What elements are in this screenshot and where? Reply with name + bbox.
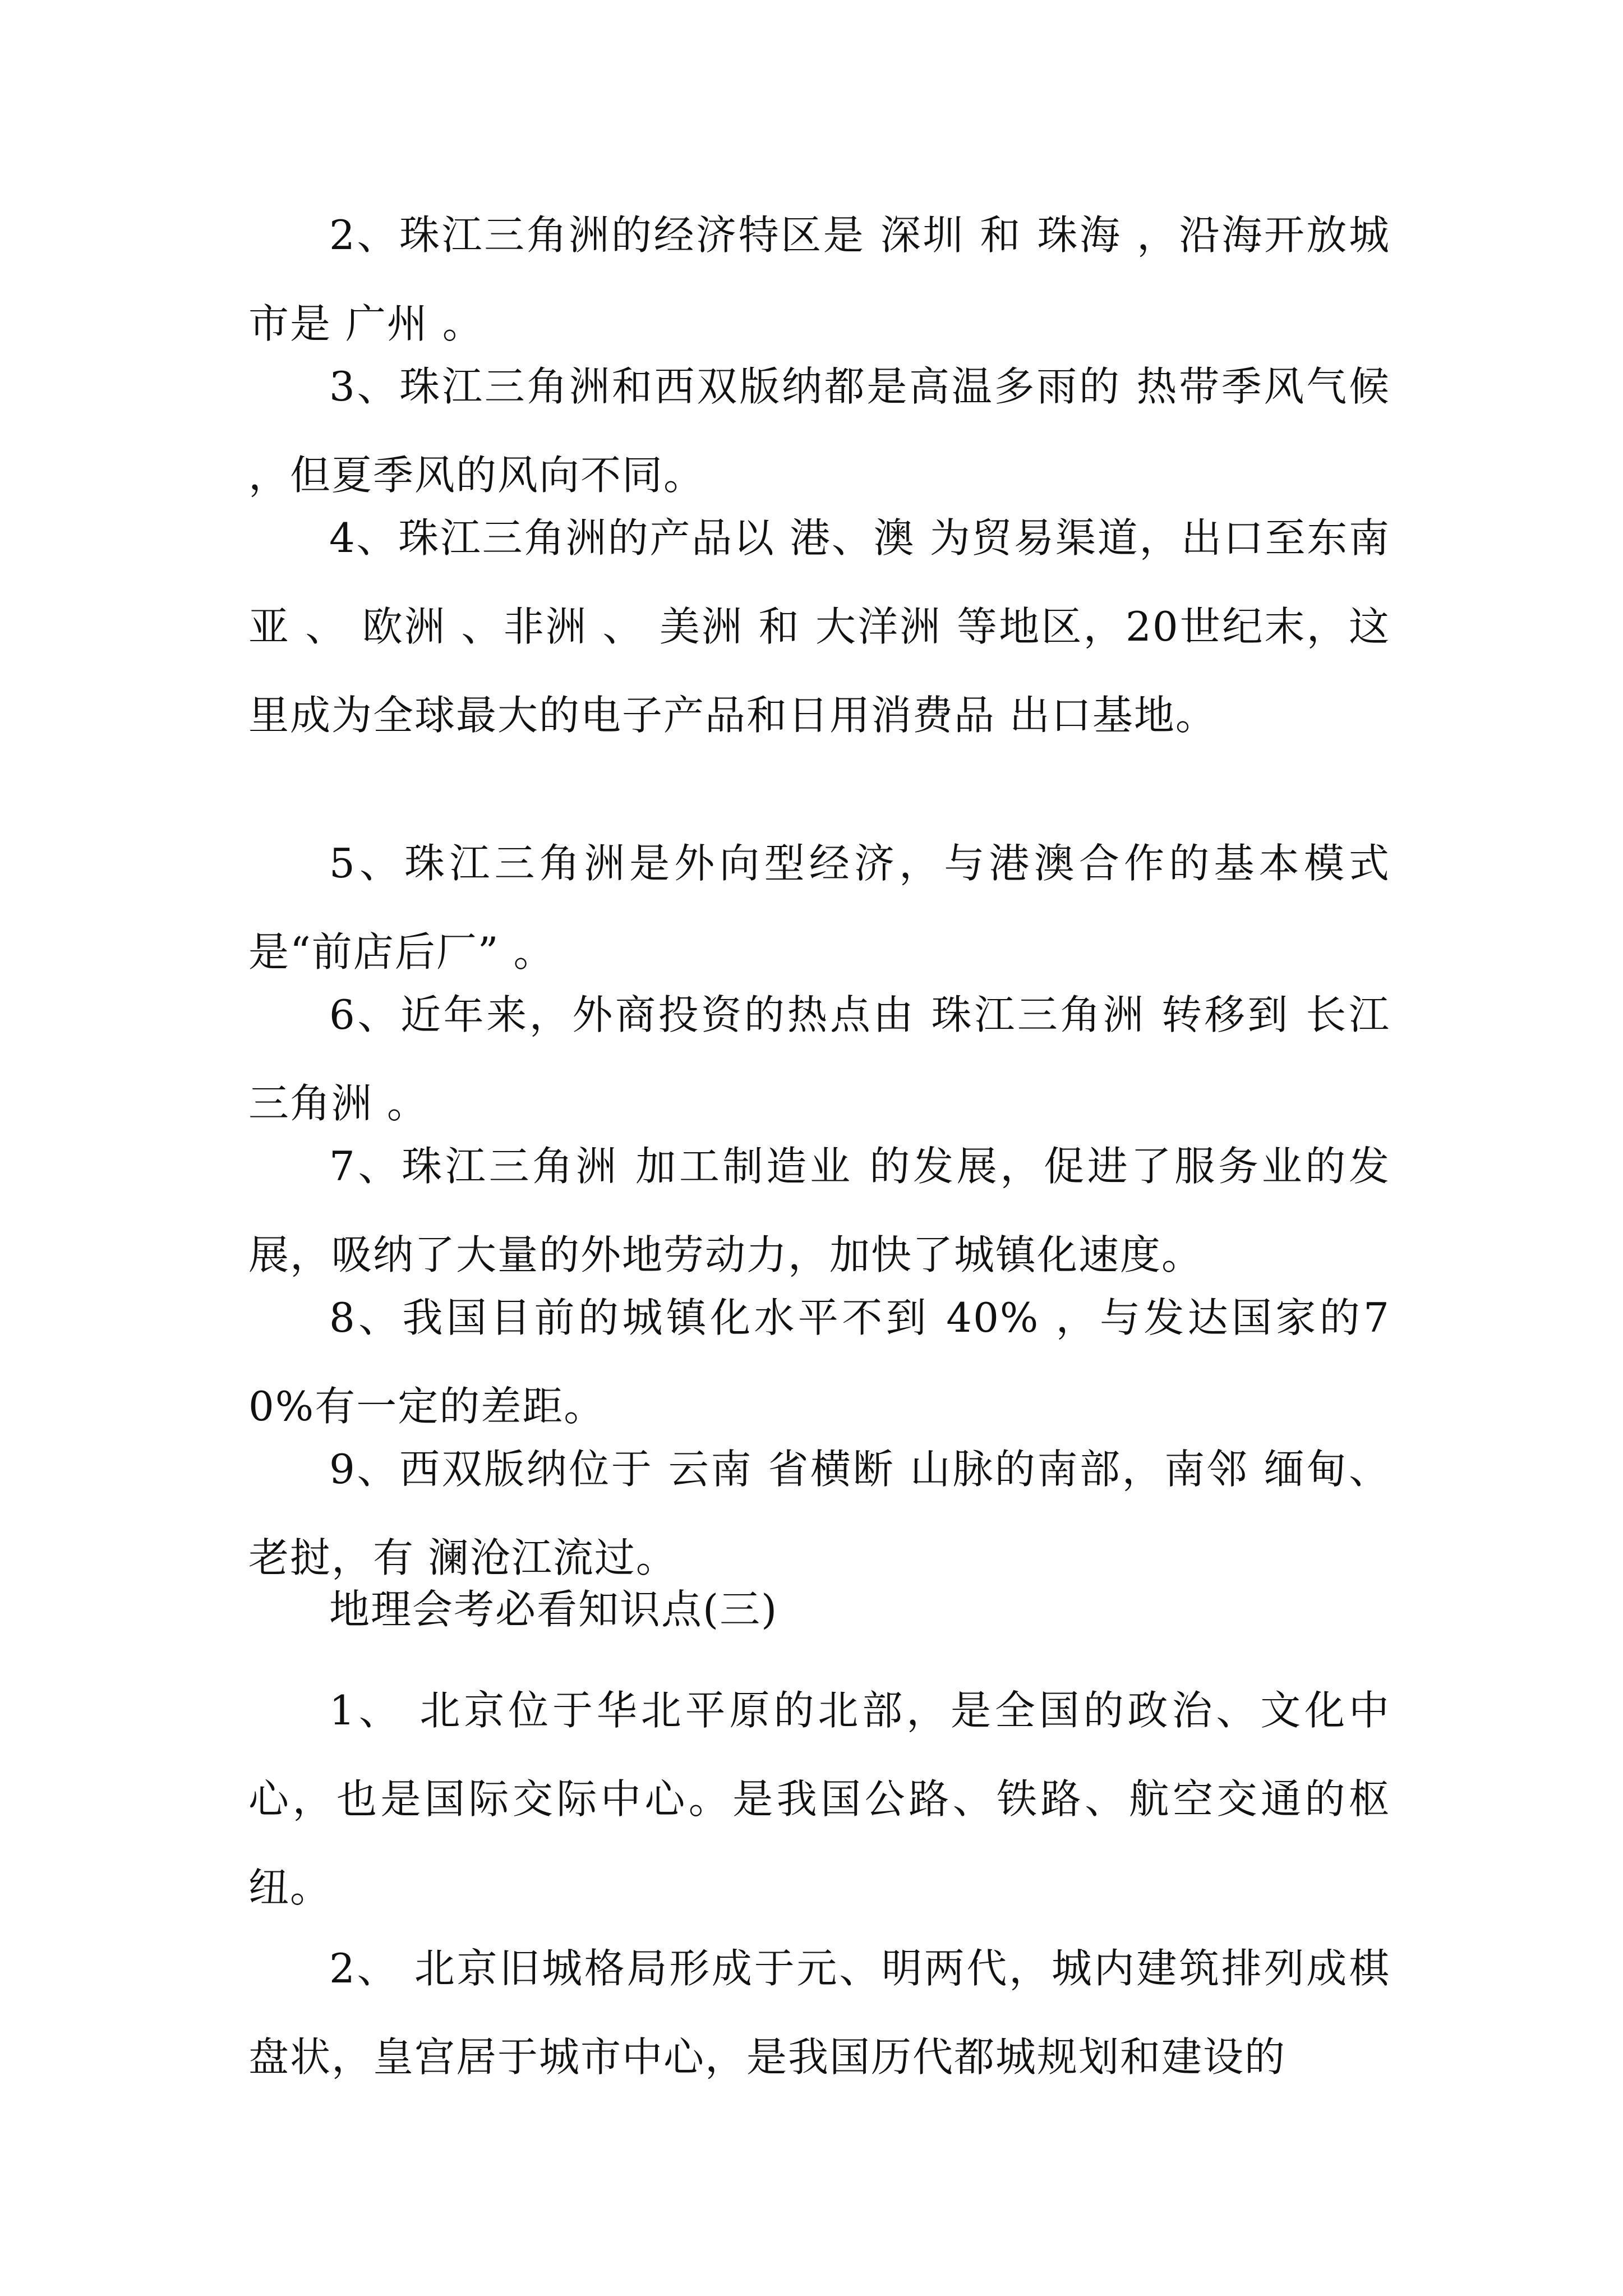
document-page bbox=[248, 0, 1390, 2296]
section-paragraph-2: 2、 北京旧城格局形成于元、明两代，城内建筑排列成棋盘状，皇宫居于城市中心，是我国历代都城规划和建设的 bbox=[248, 1945, 1390, 2081]
section-paragraph-1: 1、 北京位于华北平原的北部，是全国的政治、文化中心，也是国际交际中心。是我国公路、铁路、航空交通的枢纽。 bbox=[248, 1687, 1390, 1911]
paragraph-7: 7、珠江三角洲 加工制造业 的发展，促进了服务业的发展，吸纳了大量的外地劳动力，加快了城镇化速度。 bbox=[248, 1143, 1390, 1278]
paragraph-9: 9、西双版纳位于 云南 省横断 山脉的南部，南邻 缅甸、老挝，有 澜沧江流过。 bbox=[248, 1446, 1390, 1581]
paragraph-5: 5、珠江三角洲是外向型经济，与港澳合作的基本模式是“前店后厂” 。 bbox=[248, 840, 1390, 976]
paragraph-2: 2、珠江三角洲的经济特区是 深圳 和 珠海 ，沿海开放城市是 广州 。 bbox=[248, 211, 1390, 347]
section-heading: 地理会考必看知识点(三) bbox=[329, 1586, 778, 1633]
paragraph-8: 8、我国目前的城镇化水平不到 40% ，与发达国家的70%有一定的差距。 bbox=[248, 1294, 1390, 1430]
paragraph-4: 4、珠江三角洲的产品以 港、澳 为贸易渠道，出口至东南亚 、 欧洲 、非洲 、 美洲 和 大洋洲 等地区，20世纪末，这里成为全球最大的电子产品和日用消费品 出口基地。 bbox=[248, 514, 1390, 739]
paragraph-6: 6、近年来，外商投资的热点由 珠江三角洲 转移到 长江三角洲 。 bbox=[248, 991, 1390, 1127]
paragraph-3: 3、珠江三角洲和西双版纳都是高温多雨的 热带季风气候 ，但夏季风的风向不同。 bbox=[248, 363, 1390, 499]
